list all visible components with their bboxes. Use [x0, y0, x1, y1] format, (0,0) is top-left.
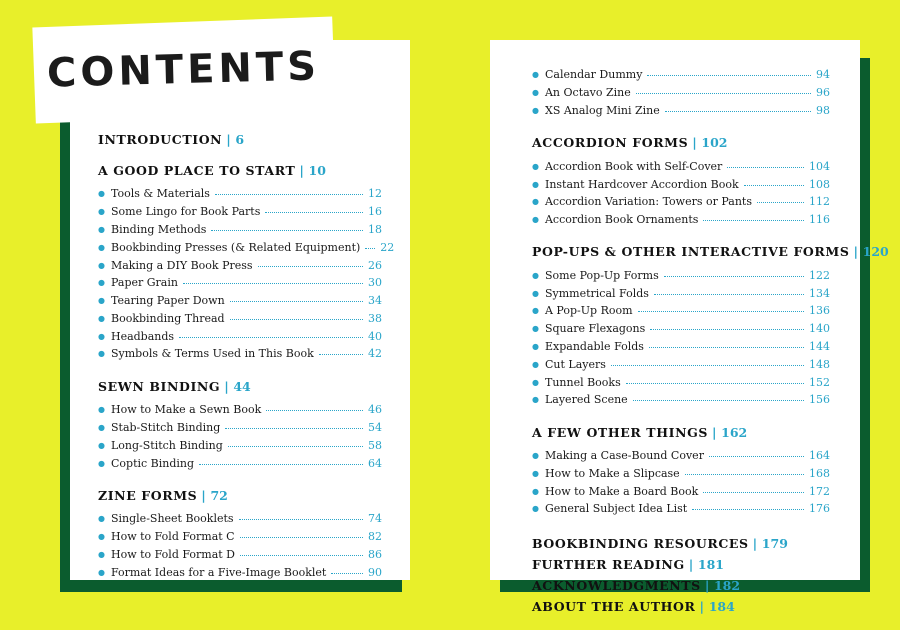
- toc-section-page: 72: [210, 487, 228, 503]
- bullet-icon: ●: [98, 549, 105, 559]
- dot-leader: [638, 311, 804, 312]
- bullet-icon: ●: [98, 440, 105, 450]
- toc-entry[interactable]: [532, 391, 830, 409]
- toc-section-heading-label: SEWN BINDING: [98, 378, 221, 394]
- dot-leader: [230, 319, 363, 320]
- toc-entry[interactable]: [98, 454, 382, 472]
- toc-entry-page: 58: [368, 438, 382, 452]
- bullet-icon: ●: [532, 88, 539, 98]
- toc-entry-page: 112: [809, 195, 830, 209]
- toc-section-heading[interactable]: [532, 536, 830, 551]
- toc-entry-page: 140: [809, 322, 830, 336]
- bullet-icon: ●: [98, 278, 105, 288]
- toc-section: [532, 244, 889, 408]
- toc-entry-label: A Pop-Up Room: [544, 304, 633, 318]
- toc-entry-label: Tearing Paper Down: [110, 294, 225, 308]
- toc-entry-page: 86: [368, 547, 382, 561]
- toc-entry-label: Tunnel Books: [544, 375, 621, 389]
- toc-entry-label: Paper Grain: [110, 276, 178, 290]
- dot-leader: [215, 194, 363, 195]
- bullet-icon: ●: [98, 567, 105, 577]
- toc-section-page: 6: [235, 132, 245, 147]
- toc-entry-label: XS Analog Mini Zine: [544, 103, 660, 117]
- bullet-icon: ●: [98, 458, 105, 468]
- bullet-icon: ●: [98, 224, 105, 234]
- toc-section: [98, 379, 382, 472]
- dot-leader: [650, 329, 804, 330]
- bullet-icon: ●: [532, 451, 539, 461]
- toc-entry[interactable]: [532, 320, 830, 338]
- toc-entry-page: 164: [809, 449, 830, 463]
- bullet-icon: ●: [532, 324, 539, 334]
- toc-entry-label: Format Ideas for a Five-Image Booklet: [110, 565, 327, 579]
- toc-section-heading-label: POP-UPS & OTHER INTERACTIVE FORMS: [532, 244, 850, 260]
- toc-entry[interactable]: [532, 66, 830, 84]
- heading-separator: |: [226, 132, 232, 147]
- toc-section: [98, 132, 382, 147]
- toc-entry-page: 148: [809, 357, 830, 371]
- toc-entry-label: How to Fold Format D: [110, 547, 235, 561]
- toc-section: [532, 425, 830, 518]
- toc-entry[interactable]: [98, 185, 382, 203]
- dot-leader: [225, 428, 363, 429]
- toc-entry[interactable]: [532, 447, 830, 465]
- toc-entry-page: 108: [809, 177, 830, 191]
- toc-entry-label: Binding Methods: [110, 222, 207, 236]
- dot-leader: [240, 537, 363, 538]
- toc-entry[interactable]: [98, 563, 382, 581]
- heading-separator: |: [752, 535, 758, 551]
- bullet-icon: ●: [532, 341, 539, 351]
- dot-leader: [727, 167, 804, 168]
- contents-title-card: [32, 17, 335, 124]
- toc-section: [98, 163, 395, 363]
- toc-entry-page: 144: [809, 339, 830, 353]
- toc-entry-label: Bookbinding Presses (& Related Equipment): [110, 240, 361, 254]
- dot-leader: [626, 383, 804, 384]
- toc-entry-page: 90: [368, 565, 382, 579]
- toc-section-heading[interactable]: [532, 578, 830, 593]
- dot-leader: [258, 266, 363, 267]
- toc-section: [98, 488, 382, 581]
- toc-entry[interactable]: [98, 256, 382, 274]
- bullet-icon: ●: [98, 532, 105, 542]
- toc-section-heading-label: A FEW OTHER THINGS: [532, 424, 708, 440]
- toc-section: [532, 135, 830, 228]
- heading-separator: |: [704, 577, 710, 593]
- bullet-icon: ●: [98, 405, 105, 415]
- bullet-icon: ●: [98, 242, 105, 252]
- toc-section-heading-label: ABOUT THE AUTHOR: [532, 598, 696, 614]
- toc-entry-label: How to Make a Slipcase: [544, 466, 680, 480]
- heading-separator: |: [224, 378, 230, 394]
- toc-section-heading[interactable]: [532, 599, 830, 614]
- toc-section-page: 10: [308, 163, 326, 178]
- toc-section-page: 181: [697, 556, 724, 572]
- toc-entry-label: Bookbinding Thread: [110, 311, 225, 325]
- toc-section-heading[interactable]: [532, 244, 889, 260]
- bullet-icon: ●: [532, 105, 539, 115]
- toc-section-heading[interactable]: [98, 488, 382, 503]
- toc-entry-label: Some Lingo for Book Parts: [110, 205, 261, 219]
- toc-entry-label: An Octavo Zine: [544, 86, 631, 100]
- heading-separator: |: [688, 556, 694, 572]
- toc-entry-page: 16: [368, 205, 382, 219]
- toc-entry-page: 122: [809, 268, 830, 282]
- toc-entry-label: How to Fold Format C: [110, 530, 235, 544]
- heading-separator: |: [853, 244, 859, 260]
- dot-leader: [179, 337, 363, 338]
- bullet-icon: ●: [532, 197, 539, 207]
- toc-entry-label: Single-Sheet Booklets: [110, 512, 234, 526]
- bullet-icon: ●: [98, 260, 105, 270]
- toc-entry-page: 156: [809, 393, 830, 407]
- toc-entry-page: 152: [809, 375, 830, 389]
- bullet-icon: ●: [98, 514, 105, 524]
- toc-entry[interactable]: [98, 238, 395, 256]
- toc-entry[interactable]: [98, 546, 382, 564]
- toc-section-page: 44: [233, 378, 251, 394]
- dot-leader: [654, 294, 804, 295]
- toc-entry[interactable]: [98, 345, 382, 363]
- heading-separator: |: [692, 135, 698, 151]
- dot-leader: [633, 400, 804, 401]
- toc-entry-page: 34: [368, 294, 382, 308]
- toc-section-page: 120: [862, 244, 889, 260]
- dot-leader: [703, 220, 804, 221]
- toc-section-heading[interactable]: [98, 163, 382, 178]
- bullet-icon: ●: [98, 313, 105, 323]
- toc-entry-page: 96: [816, 86, 830, 100]
- toc-entry-page: 94: [816, 68, 830, 82]
- toc-entry-page: 42: [368, 347, 382, 361]
- dot-leader: [183, 283, 363, 284]
- bullet-icon: ●: [532, 215, 539, 225]
- toc-entry[interactable]: [532, 211, 830, 229]
- dot-leader: [636, 93, 811, 94]
- heading-separator: |: [712, 424, 718, 440]
- toc-entry[interactable]: [98, 203, 382, 221]
- dot-leader: [240, 555, 363, 556]
- toc-entry-label: Calendar Dummy: [544, 68, 643, 82]
- toc-section-page: 162: [721, 424, 748, 440]
- toc-section-page: 102: [701, 135, 728, 151]
- dot-leader: [649, 347, 804, 348]
- heading-separator: |: [299, 163, 305, 178]
- toc-entry-page: 40: [368, 329, 382, 343]
- bullet-icon: ●: [98, 331, 105, 341]
- bullet-icon: ●: [98, 422, 105, 432]
- toc-entry-page: 116: [809, 213, 830, 227]
- toc-entry-label: Long-Stitch Binding: [110, 438, 223, 452]
- dot-leader: [709, 456, 804, 457]
- toc-section-heading[interactable]: [98, 132, 382, 147]
- toc-entry[interactable]: [532, 157, 830, 175]
- toc-section-heading-label: ACKNOWLEDGMENTS: [532, 577, 701, 593]
- toc-section-page: 179: [761, 535, 788, 551]
- toc-entry-page: 46: [368, 403, 382, 417]
- toc-entry-page: 176: [809, 502, 830, 516]
- toc-entry[interactable]: [532, 175, 830, 193]
- dot-leader: [757, 202, 804, 203]
- toc-section-heading-label: ZINE FORMS: [98, 487, 198, 503]
- bullet-icon: ●: [532, 359, 539, 369]
- toc-entry[interactable]: [532, 302, 830, 320]
- toc-entry[interactable]: [532, 193, 830, 211]
- toc-section-heading-label: ACCORDION FORMS: [532, 135, 689, 151]
- dot-leader: [266, 410, 363, 411]
- dot-leader: [228, 446, 363, 447]
- toc-entry-label: Symmetrical Folds: [544, 286, 649, 300]
- toc-entry[interactable]: [532, 338, 830, 356]
- toc-entry-label: Cut Layers: [544, 357, 606, 371]
- toc-section-heading[interactable]: [532, 425, 830, 440]
- toc-entry[interactable]: [98, 401, 382, 419]
- toc-section-heading-label: INTRODUCTION: [98, 132, 223, 147]
- dot-leader: [665, 111, 811, 112]
- toc-entry[interactable]: [532, 266, 830, 284]
- toc-section-heading[interactable]: [532, 135, 830, 150]
- bullet-icon: ●: [98, 349, 105, 359]
- toc-entry-page: 82: [368, 530, 382, 544]
- toc-section-heading-label: A GOOD PLACE TO START: [98, 163, 296, 178]
- heading-separator: |: [699, 598, 705, 614]
- toc-entry-label: Layered Scene: [544, 393, 628, 407]
- toc-entry-page: 18: [368, 222, 382, 236]
- dot-leader: [331, 573, 363, 574]
- toc-entry-page: 136: [809, 304, 830, 318]
- toc-section-heading[interactable]: [98, 379, 382, 394]
- toc-entry[interactable]: [98, 221, 382, 239]
- dot-leader: [365, 248, 375, 249]
- back-matter-list: [532, 536, 830, 614]
- dot-leader: [319, 354, 363, 355]
- toc-entry-page: 104: [809, 159, 830, 173]
- dot-leader: [239, 519, 363, 520]
- toc-entry-label: How to Make a Board Book: [544, 484, 699, 498]
- toc-entry-page: 74: [368, 512, 382, 526]
- toc-entry-label: Coptic Binding: [110, 456, 195, 470]
- toc-entry-page: 12: [368, 187, 382, 201]
- dot-leader: [611, 365, 804, 366]
- dot-leader: [230, 301, 363, 302]
- bullet-icon: ●: [532, 504, 539, 514]
- toc-entry-label: Square Flexagons: [544, 322, 646, 336]
- toc-entry-page: 134: [809, 286, 830, 300]
- heading-separator: |: [201, 487, 207, 503]
- dot-leader: [265, 212, 363, 213]
- toc-entry[interactable]: [98, 292, 382, 310]
- dot-leader: [199, 464, 363, 465]
- toc-entry[interactable]: [532, 373, 830, 391]
- toc-entry[interactable]: [532, 465, 830, 483]
- toc-entry-page: 172: [809, 484, 830, 498]
- toc-entry[interactable]: [98, 436, 382, 454]
- toc-entry-page: 22: [380, 240, 395, 254]
- toc-entry[interactable]: [532, 102, 830, 120]
- dot-leader: [664, 276, 804, 277]
- toc-section-heading[interactable]: [532, 557, 830, 572]
- bullet-icon: ●: [98, 189, 105, 199]
- bullet-icon: ●: [532, 395, 539, 405]
- bullet-icon: ●: [98, 207, 105, 217]
- toc-section-page: 182: [713, 577, 741, 593]
- toc-entry-label: Accordion Book with Self-Cover: [544, 159, 723, 173]
- toc-entry-label: Some Pop-Up Forms: [544, 268, 659, 282]
- bullet-icon: ●: [532, 161, 539, 171]
- toc-entry-label: How to Make a Sewn Book: [110, 403, 262, 417]
- bullet-icon: ●: [532, 377, 539, 387]
- toc-entry-label: Headbands: [110, 329, 175, 343]
- toc-entry-page: 54: [368, 420, 382, 434]
- toc-entry-label: Accordion Book Ornaments: [544, 213, 699, 227]
- toc-entry-label: Instant Hardcover Accordion Book: [544, 177, 739, 191]
- toc-entry-label: Symbols & Terms Used in This Book: [110, 347, 314, 361]
- left-toc-column: [70, 40, 410, 580]
- dot-leader: [692, 509, 804, 510]
- bullet-icon: ●: [532, 306, 539, 316]
- toc-entry-label: Making a DIY Book Press: [110, 258, 253, 272]
- toc-entry-label: Tools & Materials: [110, 187, 210, 201]
- bullet-icon: ●: [532, 70, 539, 80]
- toc-entry[interactable]: [98, 528, 382, 546]
- toc-entry-page: 98: [816, 103, 830, 117]
- toc-section: [532, 66, 830, 119]
- dot-leader: [744, 185, 804, 186]
- toc-entry[interactable]: [98, 327, 382, 345]
- toc-entry[interactable]: [98, 419, 382, 437]
- toc-entry-page: 30: [368, 276, 382, 290]
- toc-entry-label: General Subject Idea List: [544, 502, 688, 516]
- toc-entry[interactable]: [98, 510, 382, 528]
- toc-entry-page: 64: [368, 456, 382, 470]
- toc-entry-page: 38: [368, 311, 382, 325]
- toc-section-heading-label: BOOKBINDING RESOURCES: [532, 535, 749, 551]
- toc-entry-label: Accordion Variation: Towers or Pants: [544, 195, 752, 209]
- toc-entry-page: 168: [809, 466, 830, 480]
- toc-entry[interactable]: [532, 500, 830, 518]
- bullet-icon: ●: [532, 179, 539, 189]
- toc-entry[interactable]: [98, 309, 382, 327]
- toc-entry[interactable]: [532, 284, 830, 302]
- toc-section-page: 184: [708, 598, 735, 614]
- bullet-icon: ●: [532, 486, 539, 496]
- dot-leader: [685, 474, 804, 475]
- right-toc-column: [490, 40, 889, 614]
- bullet-icon: ●: [532, 270, 539, 280]
- toc-entry[interactable]: [532, 84, 830, 102]
- dot-leader: [647, 75, 811, 76]
- toc-entry-label: Stab-Stitch Binding: [110, 420, 221, 434]
- toc-entry[interactable]: [98, 274, 382, 292]
- bullet-icon: ●: [532, 468, 539, 478]
- toc-entry-label: Expandable Folds: [544, 339, 644, 353]
- toc-entry-page: 26: [368, 258, 382, 272]
- bullet-icon: ●: [532, 288, 539, 298]
- page-title: CONTENTS: [46, 43, 322, 97]
- toc-entry[interactable]: [532, 482, 830, 500]
- toc-entry[interactable]: [532, 355, 830, 373]
- bullet-icon: ●: [98, 296, 105, 306]
- dot-leader: [703, 492, 804, 493]
- toc-section-heading-label: FURTHER READING: [532, 556, 685, 572]
- toc-entry-label: Making a Case-Bound Cover: [544, 449, 704, 463]
- dot-leader: [211, 230, 363, 231]
